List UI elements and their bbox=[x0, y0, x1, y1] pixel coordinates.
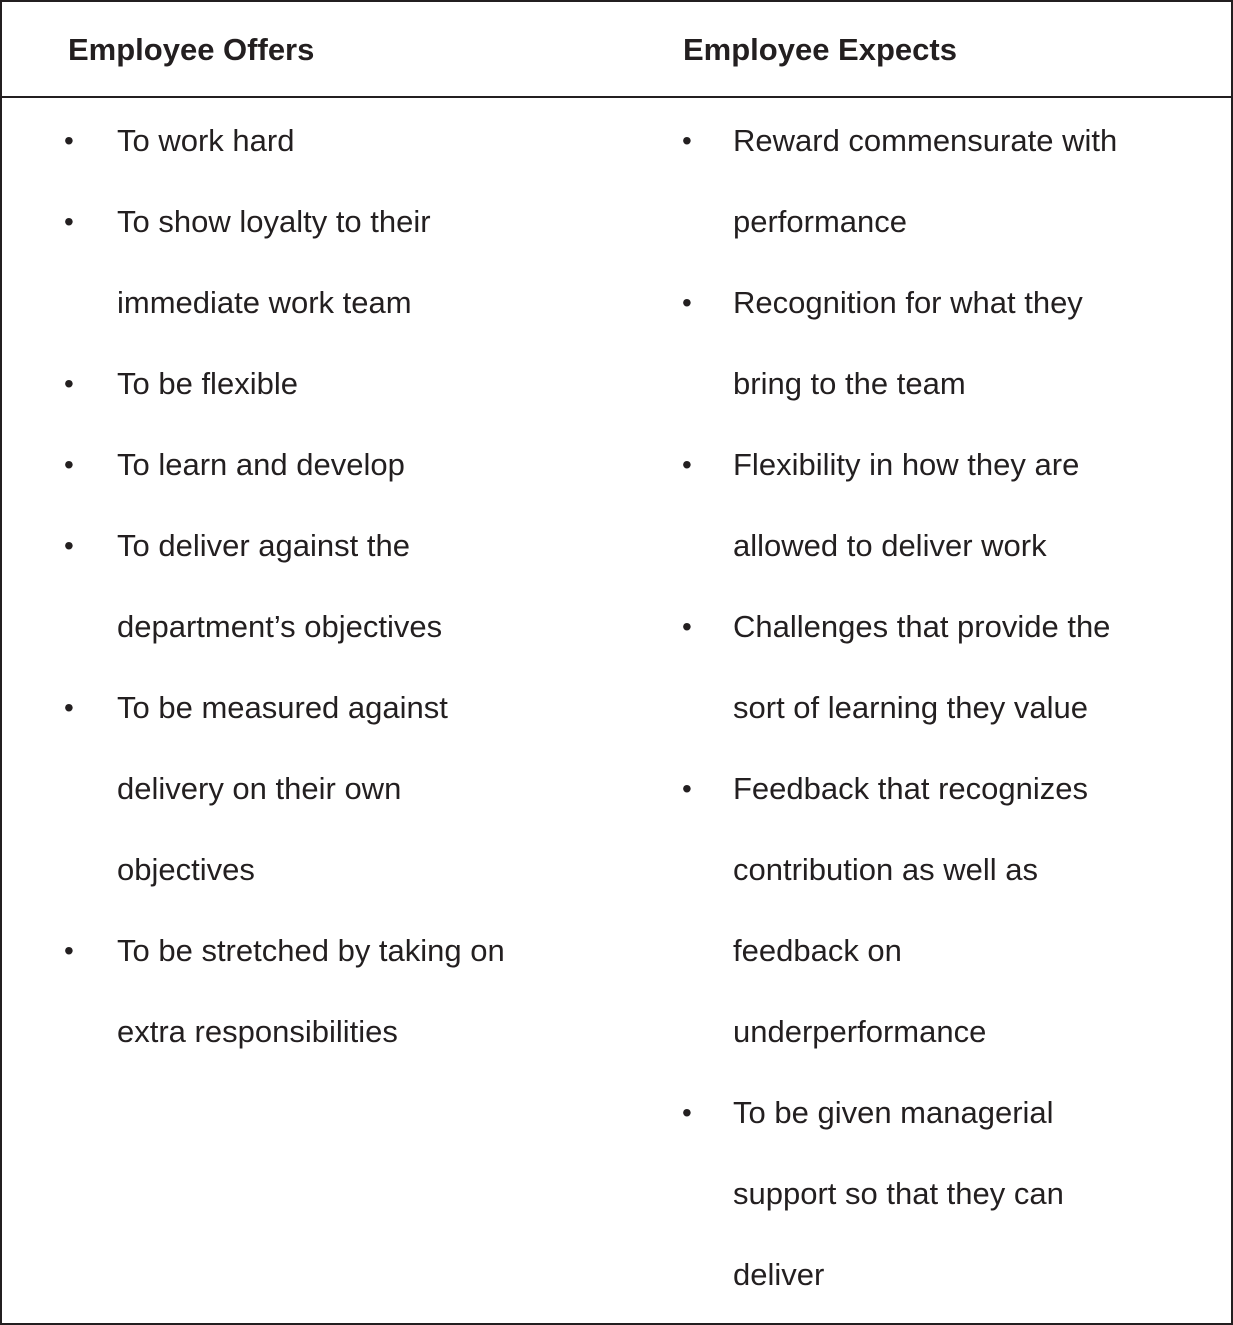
list-item bbox=[617, 1072, 1217, 1315]
list-item-text: To deliver against the department’s objectives bbox=[117, 528, 443, 644]
list-item-text: To be measured against delivery on their own objectives bbox=[117, 690, 448, 887]
list-item bbox=[617, 262, 1217, 424]
list-item-text: To be given managerial support so that they can deliver bbox=[733, 1095, 1064, 1292]
bullet-icon: • bbox=[682, 1097, 692, 1128]
list-item-text: To be stretched by taking on extra responsibilities bbox=[117, 933, 505, 1049]
list-item-text: Flexibility in how they are allowed to deliver work bbox=[733, 447, 1080, 563]
list-item bbox=[617, 100, 1217, 262]
bullet-icon: • bbox=[682, 773, 692, 804]
bullet-icon: • bbox=[682, 611, 692, 642]
bullet-icon: • bbox=[64, 125, 74, 156]
employee-expects-list bbox=[617, 100, 1217, 1315]
employee-offers-list bbox=[2, 100, 602, 1072]
list-item bbox=[2, 100, 602, 181]
bullet-icon: • bbox=[64, 368, 74, 399]
bullet-icon: • bbox=[682, 125, 692, 156]
list-item bbox=[2, 910, 602, 1072]
list-item bbox=[617, 424, 1217, 586]
list-item bbox=[2, 424, 602, 505]
list-item bbox=[2, 343, 602, 424]
bullet-icon: • bbox=[64, 449, 74, 480]
list-item-text: To work hard bbox=[117, 123, 295, 158]
list-item bbox=[617, 586, 1217, 748]
list-item-text: To be flexible bbox=[117, 366, 298, 401]
list-item bbox=[2, 181, 602, 343]
list-item bbox=[2, 667, 602, 910]
list-item-text: To show loyalty to their immediate work team bbox=[117, 204, 431, 320]
bullet-icon: • bbox=[682, 287, 692, 318]
list-item-text: Feedback that recognizes contribution as well as feedback on underperformance bbox=[733, 771, 1088, 1049]
header-employee-offers: Employee Offers bbox=[68, 32, 315, 67]
bullet-icon: • bbox=[64, 935, 74, 966]
header-employee-expects: Employee Expects bbox=[683, 32, 957, 67]
list-item-text: To learn and develop bbox=[117, 447, 405, 482]
bullet-icon: • bbox=[64, 692, 74, 723]
list-item-text: Reward commensurate with performance bbox=[733, 123, 1118, 239]
bullet-icon: • bbox=[64, 206, 74, 237]
bullet-icon: • bbox=[682, 449, 692, 480]
bullet-icon: • bbox=[64, 530, 74, 561]
table-header-row bbox=[2, 2, 1231, 98]
list-item bbox=[617, 748, 1217, 1072]
list-item bbox=[2, 505, 602, 667]
list-item-text: Recognition for what they bring to the team bbox=[733, 285, 1083, 401]
list-item-text: Challenges that provide the sort of learning they value bbox=[733, 609, 1111, 725]
